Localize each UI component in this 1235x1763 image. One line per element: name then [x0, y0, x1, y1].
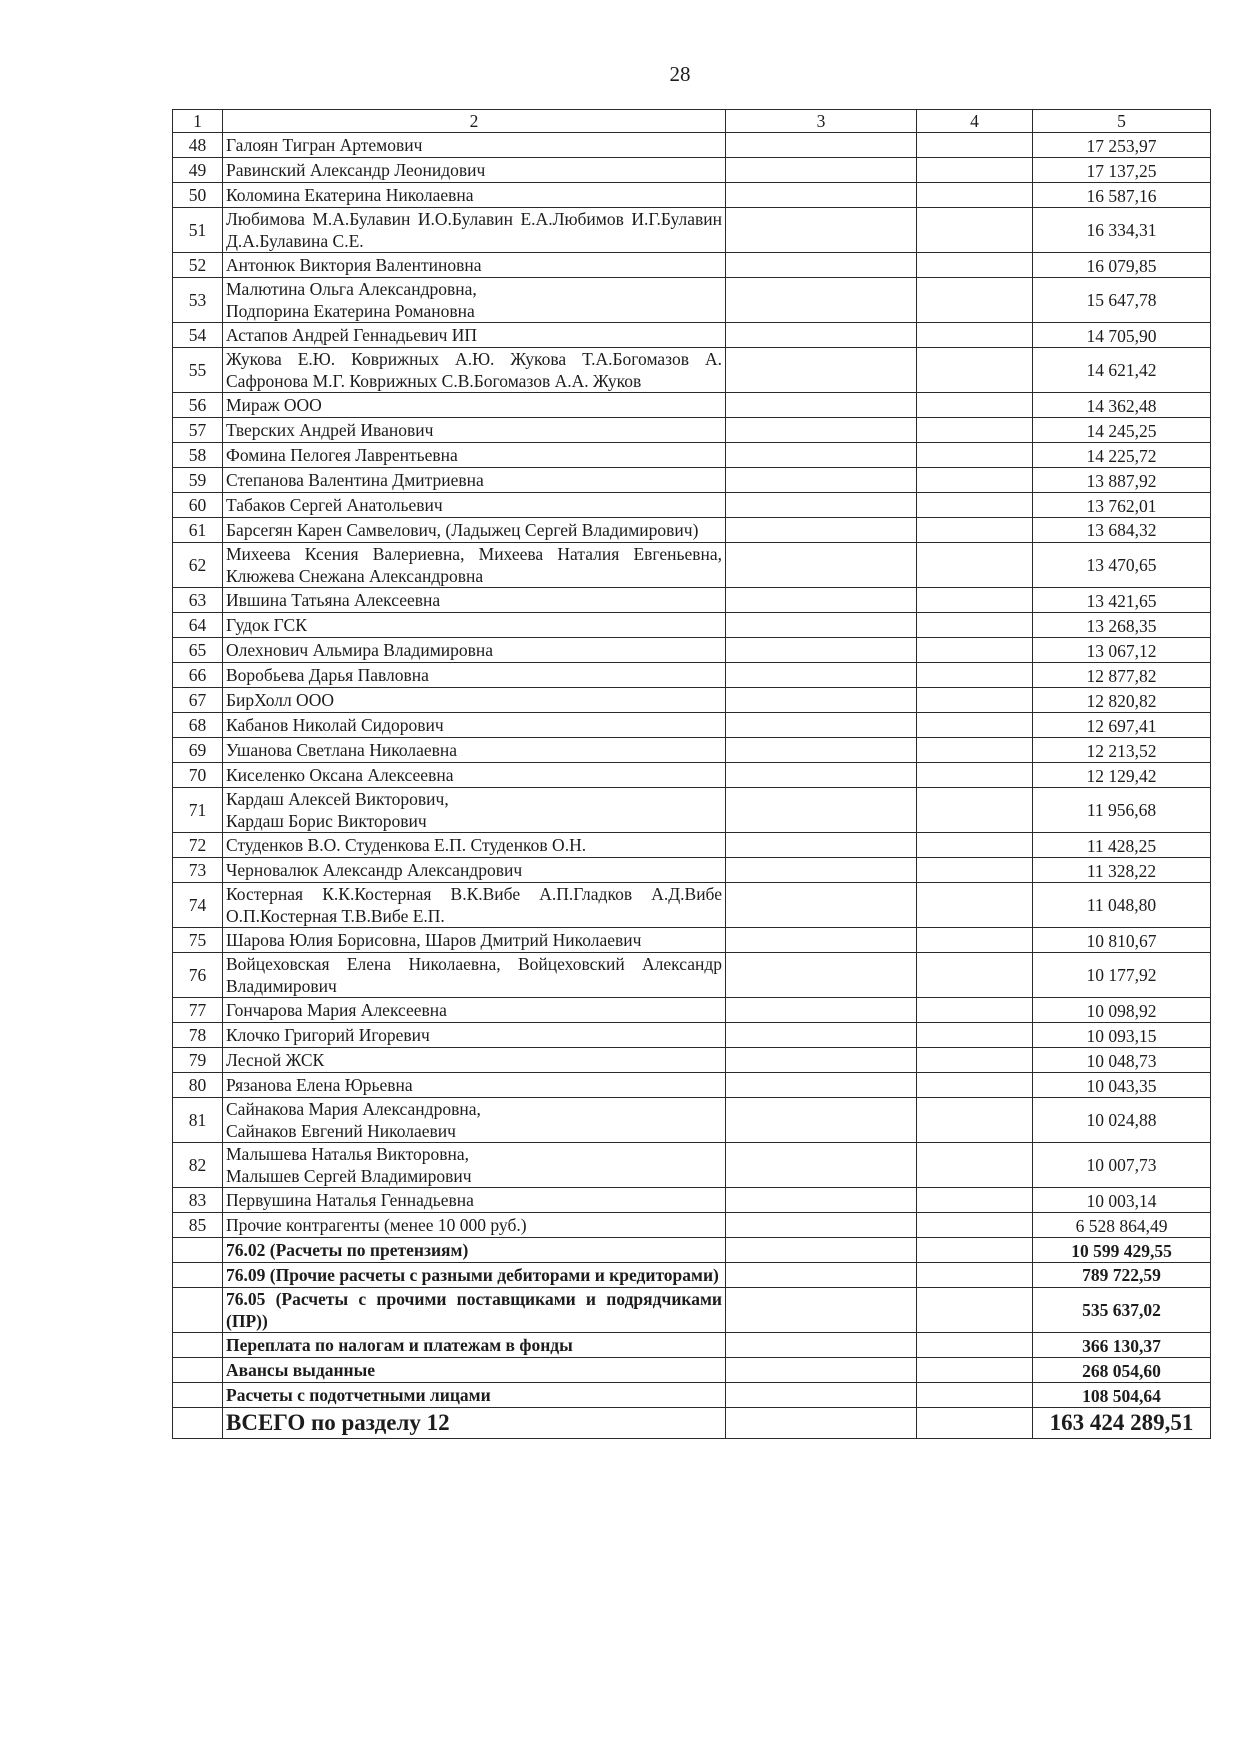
- table-row: [173, 1188, 1211, 1213]
- amount: 10 093,15: [1033, 1023, 1211, 1048]
- table-row: [173, 738, 1211, 763]
- col-4-cell: [917, 393, 1033, 418]
- col-3-cell: [726, 928, 917, 953]
- table-row: [173, 998, 1211, 1023]
- col-4-cell: [917, 833, 1033, 858]
- table-row: [173, 1383, 1211, 1408]
- col-3-cell: [726, 543, 917, 588]
- col-4-cell: [917, 858, 1033, 883]
- col-4-cell: [917, 883, 1033, 928]
- col-3-cell: [726, 953, 917, 998]
- row-number: 59: [173, 468, 223, 493]
- table-row: [173, 418, 1211, 443]
- row-number: 79: [173, 1048, 223, 1073]
- row-number: 49: [173, 158, 223, 183]
- col-3-cell: [726, 1333, 917, 1358]
- total-label: ВСЕГО по разделу 12: [223, 1408, 726, 1439]
- header-col-4: 4: [917, 110, 1033, 133]
- col-3-cell: [726, 443, 917, 468]
- table-row: [173, 1333, 1211, 1358]
- col-4-cell: [917, 1358, 1033, 1383]
- row-number: 67: [173, 688, 223, 713]
- col-3-cell: [726, 253, 917, 278]
- col-4-cell: [917, 1238, 1033, 1263]
- row-number: 74: [173, 883, 223, 928]
- amount: 10 043,35: [1033, 1073, 1211, 1098]
- counterparty-name: Жукова Е.Ю. Коврижных А.Ю. Жукова Т.А.Богомазов А. Сафронова М.Г. Коврижных С.В.Богомазов А.А. Жуков: [223, 348, 726, 393]
- counterparty-name: Кабанов Николай Сидорович: [223, 713, 726, 738]
- col-4-cell: [917, 953, 1033, 998]
- row-number: 75: [173, 928, 223, 953]
- col-4-cell: [917, 588, 1033, 613]
- col-3-cell: [726, 323, 917, 348]
- col-4-cell: [917, 998, 1033, 1023]
- row-number: 53: [173, 278, 223, 323]
- table-row: [173, 1263, 1211, 1288]
- amount: 13 887,92: [1033, 468, 1211, 493]
- row-number: 52: [173, 253, 223, 278]
- col-4-cell: [917, 1288, 1033, 1333]
- counterparty-name: Киселенко Оксана Алексеевна: [223, 763, 726, 788]
- col-4-cell: [917, 638, 1033, 663]
- row-number: 55: [173, 348, 223, 393]
- amount: 10 003,14: [1033, 1188, 1211, 1213]
- col-4-cell: [917, 688, 1033, 713]
- table-row: [173, 1048, 1211, 1073]
- header-col-3: 3: [726, 110, 917, 133]
- col-4-cell: [917, 663, 1033, 688]
- row-number: 72: [173, 833, 223, 858]
- table-row: [173, 858, 1211, 883]
- amount: 10 024,88: [1033, 1098, 1211, 1143]
- amount: 789 722,59: [1033, 1263, 1211, 1288]
- col-4-cell: [917, 418, 1033, 443]
- row-number: 61: [173, 518, 223, 543]
- col-3-cell: [726, 738, 917, 763]
- amount: 14 225,72: [1033, 443, 1211, 468]
- row-number: 81: [173, 1098, 223, 1143]
- page-number: 28: [669, 62, 691, 86]
- header-col-5: 5: [1033, 110, 1211, 133]
- counterparty-name: Барсегян Карен Самвелович, (Ладыжец Сергей Владимирович): [223, 518, 726, 543]
- amount: 12 697,41: [1033, 713, 1211, 738]
- row-number: 63: [173, 588, 223, 613]
- table-row: [173, 613, 1211, 638]
- amount: 11 048,80: [1033, 883, 1211, 928]
- amount: 13 421,65: [1033, 588, 1211, 613]
- row-number: 82: [173, 1143, 223, 1188]
- counterparty-name: Михеева Ксения Валериевна, Михеева Наталия Евгеньевна, Клюжева Снежана Александровна: [223, 543, 726, 588]
- col-3-cell: [726, 518, 917, 543]
- col-3-cell: [726, 998, 917, 1023]
- table-row: [173, 468, 1211, 493]
- col-3-cell: [726, 1188, 917, 1213]
- col-3-cell: [726, 833, 917, 858]
- col-4-cell: [917, 1213, 1033, 1238]
- amount: 10 098,92: [1033, 998, 1211, 1023]
- col-4-cell: [917, 738, 1033, 763]
- counterparty-name: Авансы выданные: [223, 1358, 726, 1383]
- table-row: [173, 588, 1211, 613]
- table-row: [173, 1238, 1211, 1263]
- col-4-cell: [917, 1188, 1033, 1213]
- header-col-2: 2: [223, 110, 726, 133]
- col-3-cell: [726, 663, 917, 688]
- amount: 10 599 429,55: [1033, 1238, 1211, 1263]
- table-row: [173, 1358, 1211, 1383]
- counterparty-name: Малышева Наталья Викторовна, Малышев Сергей Владимирович: [223, 1143, 726, 1188]
- amount: 16 334,31: [1033, 208, 1211, 253]
- amount: 366 130,37: [1033, 1333, 1211, 1358]
- amount: 16 079,85: [1033, 253, 1211, 278]
- amount: 14 245,25: [1033, 418, 1211, 443]
- col-4-cell: [917, 1073, 1033, 1098]
- amount: 11 328,22: [1033, 858, 1211, 883]
- amount: 14 621,42: [1033, 348, 1211, 393]
- amount: 268 054,60: [1033, 1358, 1211, 1383]
- col-3-cell: [726, 1098, 917, 1143]
- counterparty-name: 76.09 (Прочие расчеты с разными дебиторами и кредиторами): [223, 1263, 726, 1288]
- col-3-cell: [726, 1023, 917, 1048]
- amount: 10 177,92: [1033, 953, 1211, 998]
- counterparty-name: 76.05 (Расчеты с прочими поставщиками и подрядчиками (ПР)): [223, 1288, 726, 1333]
- row-number: 71: [173, 788, 223, 833]
- row-number: 54: [173, 323, 223, 348]
- col-4-cell: [917, 1023, 1033, 1048]
- col-4-cell: [917, 518, 1033, 543]
- col-3-cell: [726, 713, 917, 738]
- counterparty-name: Сайнакова Мария Александровна, Сайнаков Евгений Николаевич: [223, 1098, 726, 1143]
- col-4-cell: [917, 493, 1033, 518]
- counterparty-name: БирХолл ООО: [223, 688, 726, 713]
- col-4-cell: [917, 1143, 1033, 1188]
- amount: 17 137,25: [1033, 158, 1211, 183]
- row-number: [173, 1358, 223, 1383]
- col-3-cell: [726, 1288, 917, 1333]
- counterparty-name: Черновалюк Александр Александрович: [223, 858, 726, 883]
- row-number: 68: [173, 713, 223, 738]
- row-number: 51: [173, 208, 223, 253]
- row-number: [173, 1238, 223, 1263]
- row-number: 73: [173, 858, 223, 883]
- amount: 10 007,73: [1033, 1143, 1211, 1188]
- col-4-cell: [917, 713, 1033, 738]
- counterparty-name: Кардаш Алексей Викторович, Кардаш Борис Викторович: [223, 788, 726, 833]
- counterparty-name: Рязанова Елена Юрьевна: [223, 1073, 726, 1098]
- counterparty-name: Антонюк Виктория Валентиновна: [223, 253, 726, 278]
- table-row: [173, 133, 1211, 158]
- col-3-cell: [726, 493, 917, 518]
- counterparty-name: Ушанова Светлана Николаевна: [223, 738, 726, 763]
- col-4-cell: [917, 1048, 1033, 1073]
- col-4-cell: [917, 158, 1033, 183]
- col-3-cell: [726, 418, 917, 443]
- row-number: 65: [173, 638, 223, 663]
- amount: 13 067,12: [1033, 638, 1211, 663]
- col-4-cell: [917, 348, 1033, 393]
- row-number: [173, 1408, 223, 1439]
- col-4-cell: [917, 543, 1033, 588]
- counterparty-name: Малютина Ольга Александровна, Подпорина Екатерина Романовна: [223, 278, 726, 323]
- row-number: 70: [173, 763, 223, 788]
- counterparty-name: Первушина Наталья Геннадьевна: [223, 1188, 726, 1213]
- counterparty-name: Олехнович Альмира Владимировна: [223, 638, 726, 663]
- counterparty-name: Переплата по налогам и платежам в фонды: [223, 1333, 726, 1358]
- col-4-cell: [917, 468, 1033, 493]
- counterparty-name: Шарова Юлия Борисовна, Шаров Дмитрий Николаевич: [223, 928, 726, 953]
- counterparty-name: Расчеты с подотчетными лицами: [223, 1383, 726, 1408]
- row-number: [173, 1333, 223, 1358]
- table-row: [173, 713, 1211, 738]
- table-row: [173, 788, 1211, 833]
- col-4-cell: [917, 1383, 1033, 1408]
- col-4-cell: [917, 1098, 1033, 1143]
- table-row: [173, 158, 1211, 183]
- receivables-table: [172, 109, 1211, 1439]
- total-amount: 163 424 289,51: [1033, 1408, 1211, 1439]
- row-number: [173, 1288, 223, 1333]
- amount: 108 504,64: [1033, 1383, 1211, 1408]
- col-3-cell: [726, 1238, 917, 1263]
- col-3-cell: [726, 133, 917, 158]
- col-3-cell: [726, 613, 917, 638]
- col-3-cell: [726, 883, 917, 928]
- amount: 17 253,97: [1033, 133, 1211, 158]
- col-3-cell: [726, 348, 917, 393]
- counterparty-name: Войцеховская Елена Николаевна, Войцеховский Александр Владимирович: [223, 953, 726, 998]
- col-4-cell: [917, 1263, 1033, 1288]
- col-3-cell: [726, 688, 917, 713]
- counterparty-name: Гончарова Мария Алексеевна: [223, 998, 726, 1023]
- amount: 14 362,48: [1033, 393, 1211, 418]
- counterparty-name: Клочко Григорий Игоревич: [223, 1023, 726, 1048]
- amount: 11 428,25: [1033, 833, 1211, 858]
- col-4-cell: [917, 323, 1033, 348]
- row-number: 80: [173, 1073, 223, 1098]
- col-3-cell: [726, 1213, 917, 1238]
- counterparty-name: Гудок ГСК: [223, 613, 726, 638]
- table-header-row: [173, 110, 1211, 133]
- row-number: 60: [173, 493, 223, 518]
- row-number: 66: [173, 663, 223, 688]
- row-number: 64: [173, 613, 223, 638]
- col-3-cell: [726, 858, 917, 883]
- amount: 12 213,52: [1033, 738, 1211, 763]
- table-row: [173, 1143, 1211, 1188]
- row-number: 48: [173, 133, 223, 158]
- table-row: [173, 688, 1211, 713]
- row-number: 76: [173, 953, 223, 998]
- col-4-cell: [917, 133, 1033, 158]
- total-row: [173, 1408, 1211, 1439]
- table-row: [173, 1023, 1211, 1048]
- col-4-cell: [917, 208, 1033, 253]
- table-row: [173, 1098, 1211, 1143]
- table-row: [173, 1073, 1211, 1098]
- amount: 13 268,35: [1033, 613, 1211, 638]
- counterparty-name: Табаков Сергей Анатольевич: [223, 493, 726, 518]
- row-number: [173, 1263, 223, 1288]
- amount: 13 762,01: [1033, 493, 1211, 518]
- amount: 16 587,16: [1033, 183, 1211, 208]
- counterparty-name: Воробьева Дарья Павловна: [223, 663, 726, 688]
- amount: 6 528 864,49: [1033, 1213, 1211, 1238]
- col-3-cell: [726, 1408, 917, 1439]
- col-4-cell: [917, 278, 1033, 323]
- table-row: [173, 833, 1211, 858]
- row-number: 50: [173, 183, 223, 208]
- col-3-cell: [726, 1143, 917, 1188]
- counterparty-name: Прочие контрагенты (менее 10 000 руб.): [223, 1213, 726, 1238]
- table-row: [173, 208, 1211, 253]
- col-3-cell: [726, 158, 917, 183]
- counterparty-name: Степанова Валентина Дмитриевна: [223, 468, 726, 493]
- counterparty-name: Лесной ЖСК: [223, 1048, 726, 1073]
- row-number: 83: [173, 1188, 223, 1213]
- table-row: [173, 928, 1211, 953]
- table-row: [173, 278, 1211, 323]
- amount: 13 470,65: [1033, 543, 1211, 588]
- amount: 535 637,02: [1033, 1288, 1211, 1333]
- row-number: 62: [173, 543, 223, 588]
- col-4-cell: [917, 928, 1033, 953]
- col-4-cell: [917, 1408, 1033, 1439]
- col-3-cell: [726, 1048, 917, 1073]
- counterparty-name: Галоян Тигран Артемович: [223, 133, 726, 158]
- row-number: 85: [173, 1213, 223, 1238]
- col-3-cell: [726, 763, 917, 788]
- col-3-cell: [726, 183, 917, 208]
- table-row: [173, 518, 1211, 543]
- row-number: 78: [173, 1023, 223, 1048]
- row-number: 69: [173, 738, 223, 763]
- col-3-cell: [726, 588, 917, 613]
- col-4-cell: [917, 183, 1033, 208]
- table-row: [173, 253, 1211, 278]
- table-row: [173, 183, 1211, 208]
- col-4-cell: [917, 1333, 1033, 1358]
- counterparty-name: Равинский Александр Леонидович: [223, 158, 726, 183]
- table-row: [173, 323, 1211, 348]
- col-3-cell: [726, 788, 917, 833]
- counterparty-name: Любимова М.А.Булавин И.О.Булавин Е.А.Любимов И.Г.Булавин Д.А.Булавина С.Е.: [223, 208, 726, 253]
- col-4-cell: [917, 763, 1033, 788]
- header-col-1: 1: [173, 110, 223, 133]
- table-row: [173, 493, 1211, 518]
- table-row: [173, 543, 1211, 588]
- table-row: [173, 953, 1211, 998]
- col-3-cell: [726, 393, 917, 418]
- table-row: [173, 1288, 1211, 1333]
- table-row: [173, 883, 1211, 928]
- col-3-cell: [726, 638, 917, 663]
- table-row: [173, 663, 1211, 688]
- table-row: [173, 1213, 1211, 1238]
- row-number: 58: [173, 443, 223, 468]
- amount: 14 705,90: [1033, 323, 1211, 348]
- amount: 12 877,82: [1033, 663, 1211, 688]
- counterparty-name: Фомина Пелогея Лаврентьевна: [223, 443, 726, 468]
- col-4-cell: [917, 788, 1033, 833]
- amount: 12 820,82: [1033, 688, 1211, 713]
- col-3-cell: [726, 1358, 917, 1383]
- col-3-cell: [726, 278, 917, 323]
- table-row: [173, 443, 1211, 468]
- counterparty-name: Ившина Татьяна Алексеевна: [223, 588, 726, 613]
- table-row: [173, 638, 1211, 663]
- col-3-cell: [726, 1073, 917, 1098]
- table-row: [173, 393, 1211, 418]
- row-number: 57: [173, 418, 223, 443]
- row-number: 56: [173, 393, 223, 418]
- amount: 11 956,68: [1033, 788, 1211, 833]
- counterparty-name: Студенков В.О. Студенкова Е.П. Студенков О.Н.: [223, 833, 726, 858]
- row-number: 77: [173, 998, 223, 1023]
- counterparty-name: Коломина Екатерина Николаевна: [223, 183, 726, 208]
- col-4-cell: [917, 443, 1033, 468]
- amount: 10 810,67: [1033, 928, 1211, 953]
- amount: 10 048,73: [1033, 1048, 1211, 1073]
- counterparty-name: Костерная К.К.Костерная В.К.Вибе А.П.Гладков А.Д.Вибе О.П.Костерная Т.В.Вибе Е.П.: [223, 883, 726, 928]
- table-row: [173, 348, 1211, 393]
- col-4-cell: [917, 613, 1033, 638]
- counterparty-name: Тверских Андрей Иванович: [223, 418, 726, 443]
- counterparty-name: 76.02 (Расчеты по претензиям): [223, 1238, 726, 1263]
- table-row: [173, 763, 1211, 788]
- col-4-cell: [917, 253, 1033, 278]
- col-3-cell: [726, 468, 917, 493]
- col-3-cell: [726, 1383, 917, 1408]
- amount: 13 684,32: [1033, 518, 1211, 543]
- counterparty-name: Мираж ООО: [223, 393, 726, 418]
- col-3-cell: [726, 1263, 917, 1288]
- col-3-cell: [726, 208, 917, 253]
- amount: 12 129,42: [1033, 763, 1211, 788]
- row-number: [173, 1383, 223, 1408]
- amount: 15 647,78: [1033, 278, 1211, 323]
- counterparty-name: Астапов Андрей Геннадьевич ИП: [223, 323, 726, 348]
